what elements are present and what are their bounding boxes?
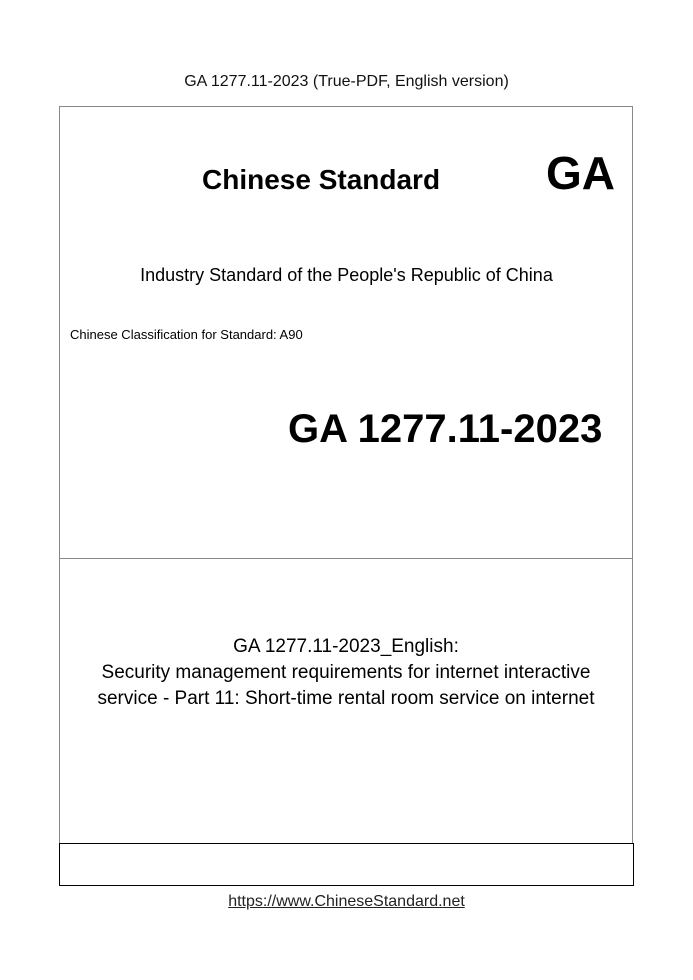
website-link[interactable]: https://www.ChineseStandard.net [228, 893, 465, 910]
cover-subtitle: Industry Standard of the People's Republic of China [140, 265, 553, 285]
cover-bottom-box [59, 843, 634, 886]
standard-code-mark: GA [546, 147, 615, 199]
english-title-line-1: GA 1277.11-2023_English: [233, 636, 459, 657]
english-title-line-3: service - Part 11: Short-time rental room service on internet [97, 688, 595, 709]
classification-label: Chinese Classification for Standard: A90 [70, 327, 303, 342]
cover-title: Chinese Standard [202, 164, 441, 195]
english-title-block [59, 634, 633, 712]
english-title-line-2: Security management requirements for internet interactive [101, 662, 591, 683]
page-header: GA 1277.11-2023 (True-PDF, English version) [184, 73, 509, 90]
standard-number: GA 1277.11-2023 [288, 407, 603, 451]
footer [0, 892, 693, 912]
